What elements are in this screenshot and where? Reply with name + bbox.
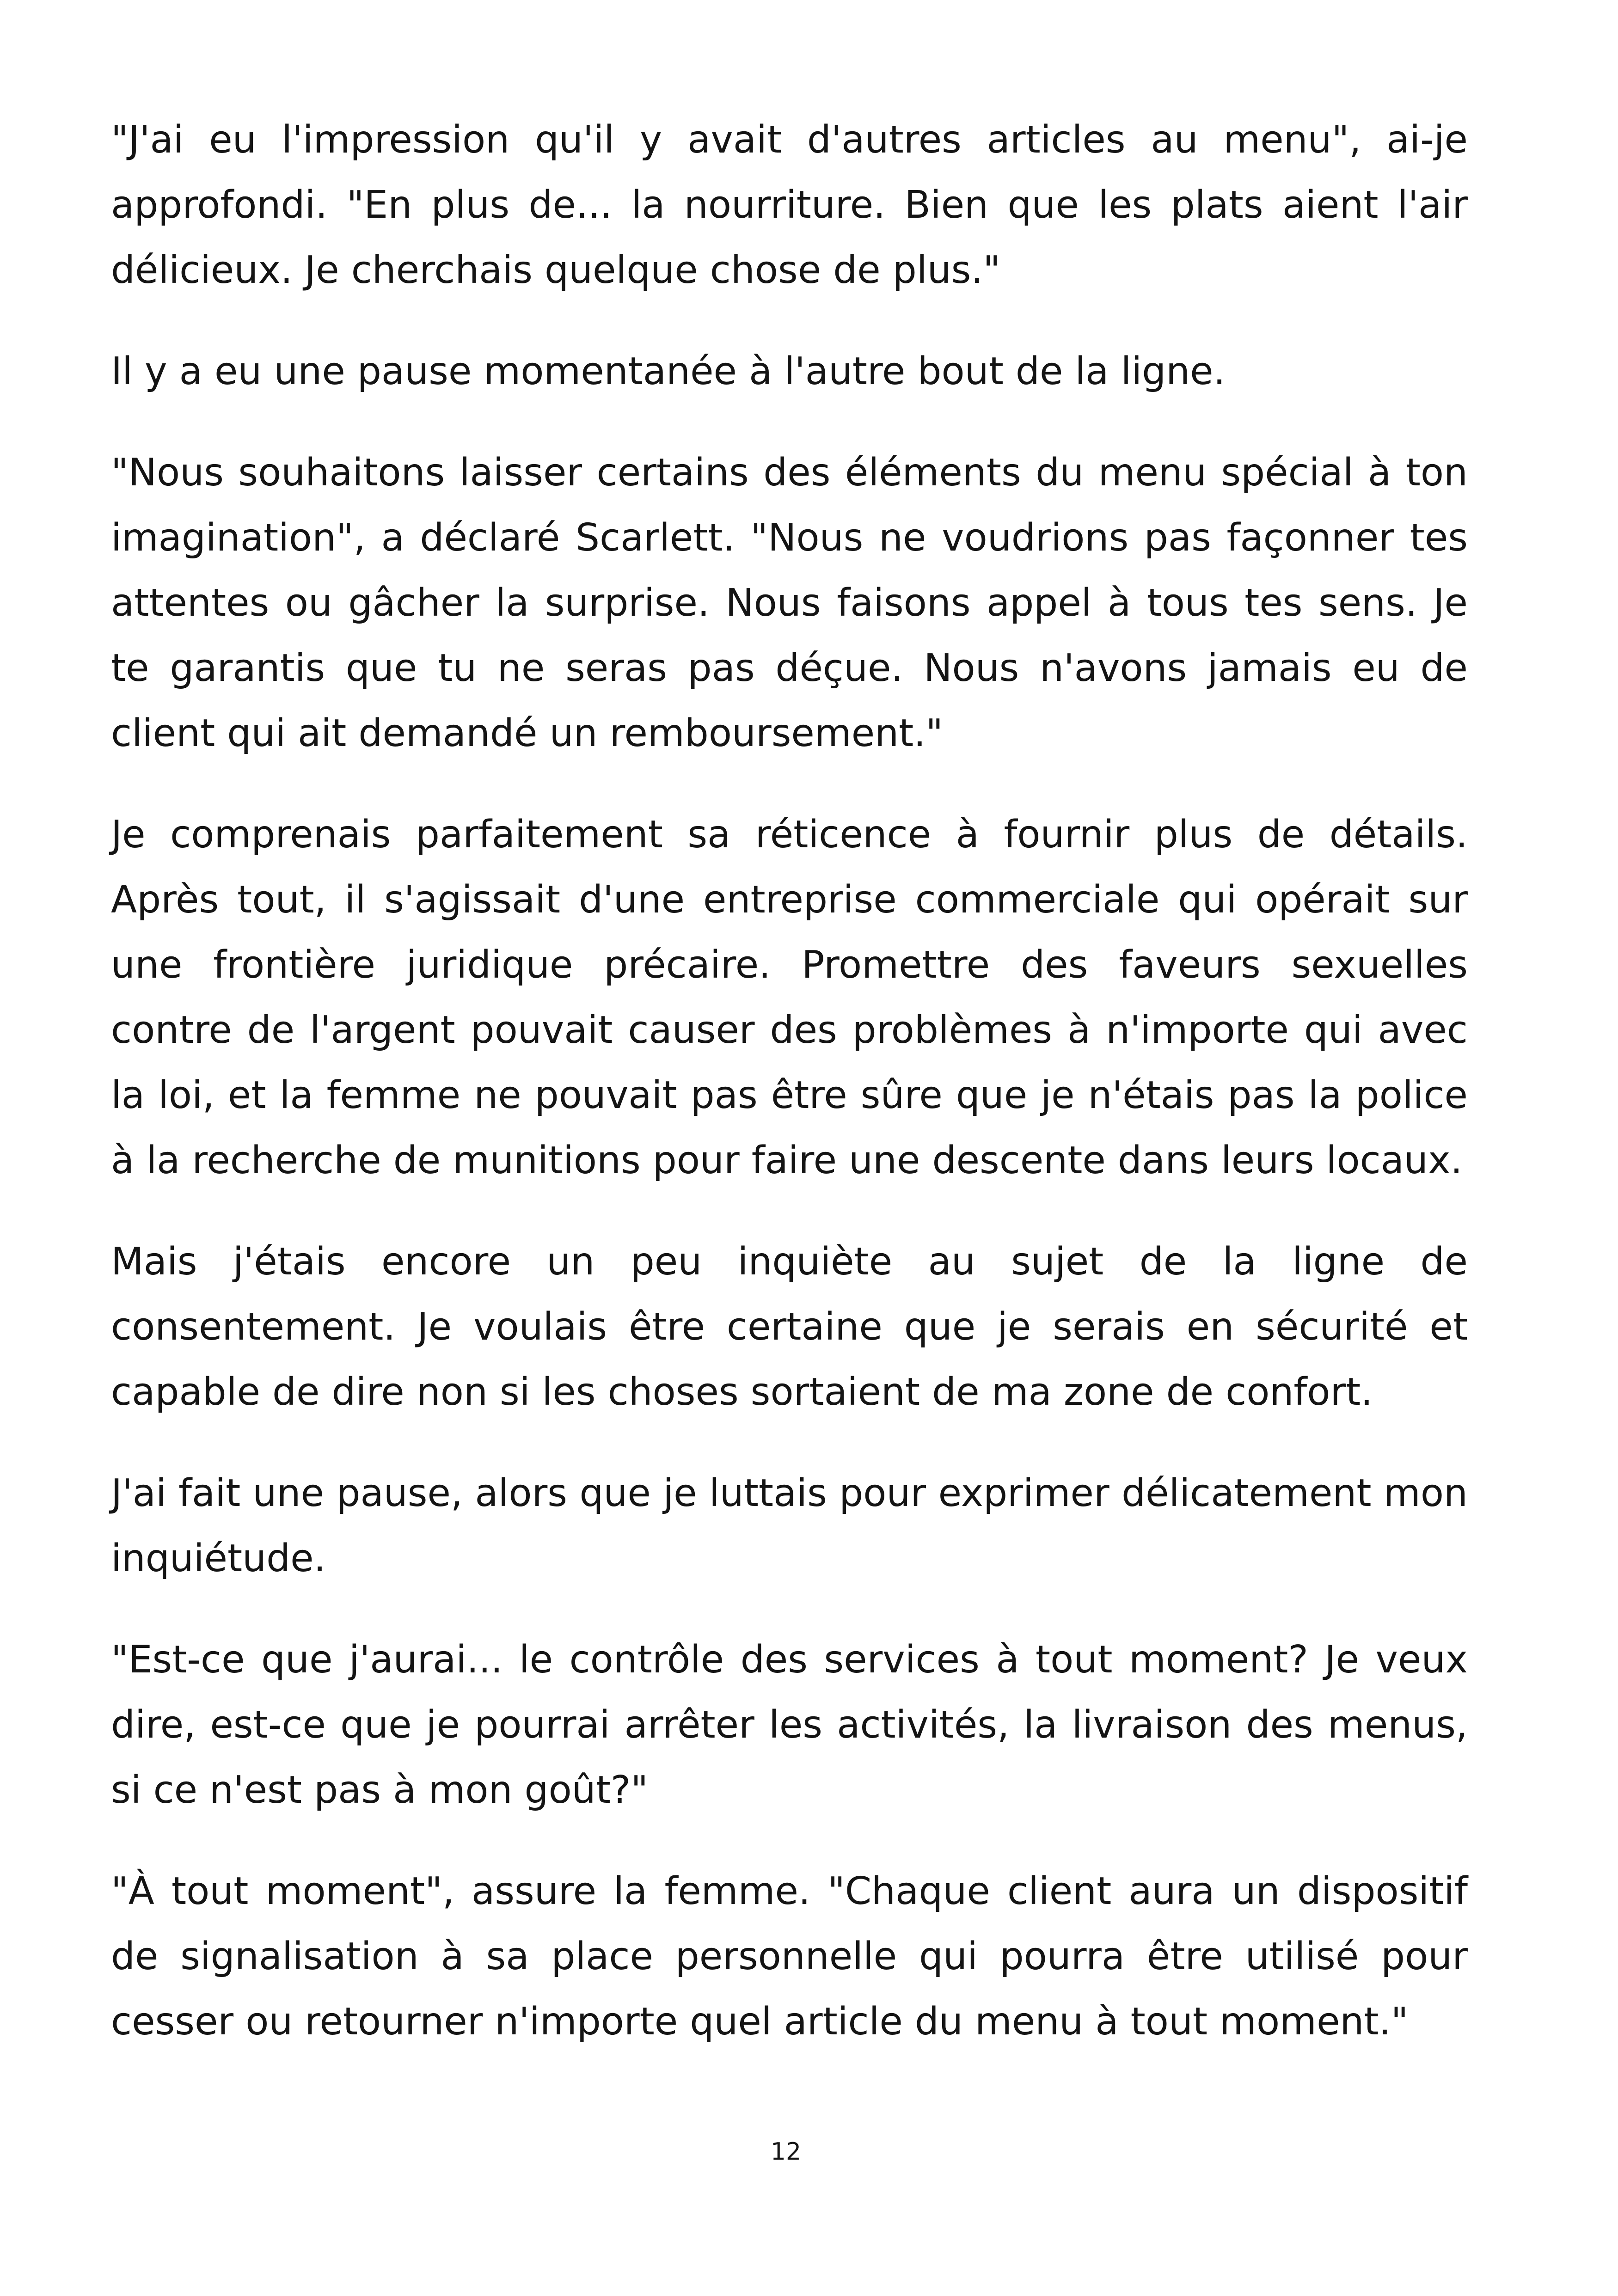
paragraph: "J'ai eu l'impression qu'il y avait d'autres articles au menu", ai-je approfondi. "En plus de... la nourriture. Bien que les plats aient l'air délicieux. Je cherchais quelque chose de plus." [111,118,1468,292]
paragraph: Mais j'étais encore un peu inquiète au sujet de la ligne de consentement. Je voulais être certaine que je serais en sécurité et capable de dire non si les choses sortaient de ma zone de confort. [111,1240,1468,1414]
paragraph: "Nous souhaitons laisser certains des éléments du menu spécial à ton imagination", a déclaré Scarlett. "Nous ne voudrions pas façonner tes attentes ou gâcher la surprise. Nous faisons appel à tous tes sens. Je te garantis que tu ne seras pas déçue. Nous n'avons jamais eu de client qui ait demandé un remboursement." [111,451,1468,755]
body-text [111,107,1468,2090]
paragraph: "À tout moment", assure la femme. "Chaque client aura un dispositif de signalisation à sa place personnelle qui pourra être utilisé pour cesser ou retourner n'importe quel article du menu à tout moment." [111,1869,1468,2044]
paragraph: Je comprenais parfaitement sa réticence à fournir plus de détails. Après tout, il s'agissait d'une entreprise commerciale qui opérait sur une frontière juridique précaire. Promettre des faveurs sexuelles contre de l'argent pouvait causer des problèmes à n'importe qui avec la loi, et la femme ne pouvait pas être sûre que je n'étais pas la police à la recherche de munitions pour faire une descente dans leurs locaux. [111,813,1468,1182]
paragraph: Il y a eu une pause momentanée à l'autre bout de la ligne. [111,349,1226,393]
paragraph: J'ai fait une pause, alors que je luttais pour exprimer délicatement mon inquiétude. [111,1471,1468,1580]
page-number: 12 [770,2138,802,2166]
paragraph: "Est-ce que j'aurai... le contrôle des services à tout moment? Je veux dire, est-ce que je pourrai arrêter les activités, la livraison des menus, si ce n'est pas à mon goût?" [111,1638,1468,1812]
